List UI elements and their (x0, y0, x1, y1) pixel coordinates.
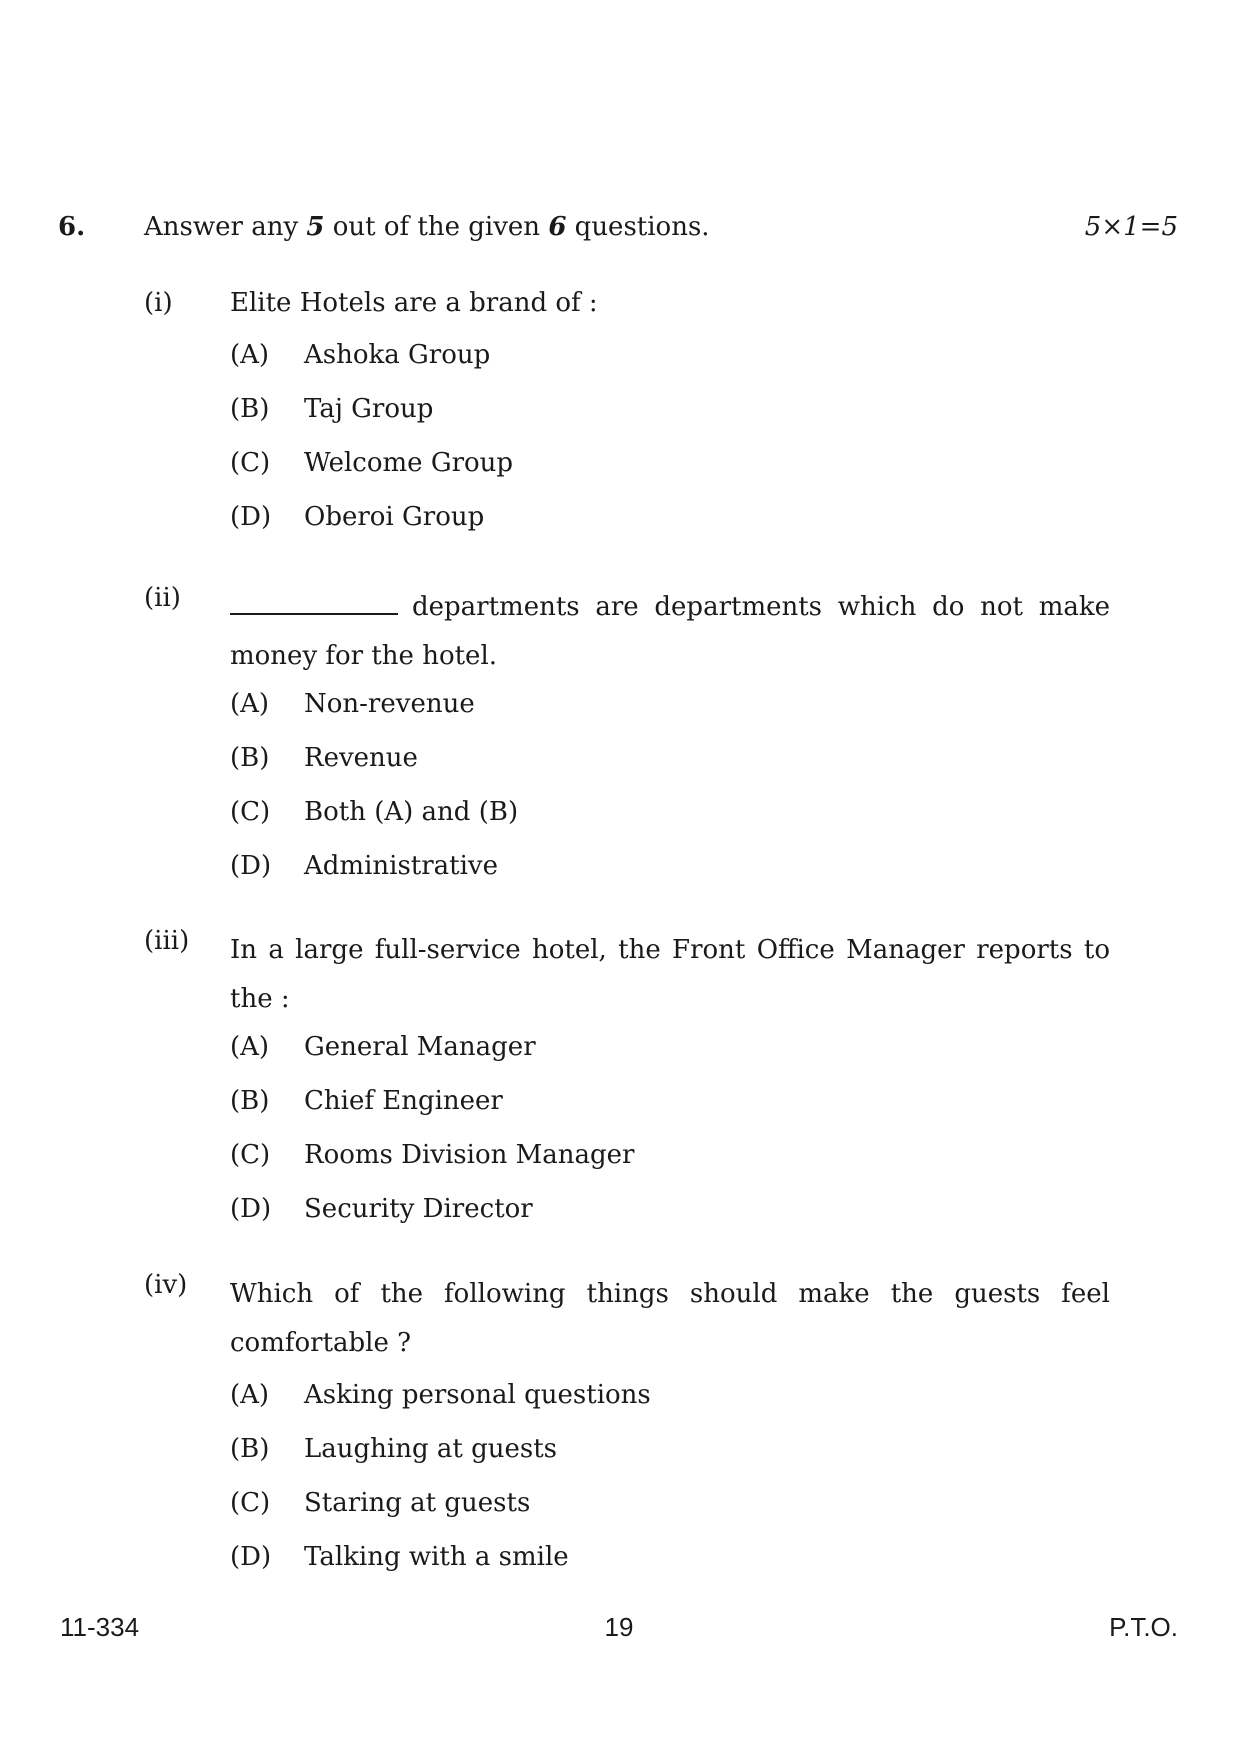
option-text: Administrative (304, 851, 499, 881)
option-letter: (D) (230, 502, 272, 532)
subquestion-stem (230, 583, 1110, 681)
option-letter: (A) (230, 1380, 270, 1410)
option-letter: (B) (230, 1086, 270, 1116)
option-text: Chief Engineer (304, 1086, 503, 1116)
subquestion-stem: Elite Hotels are a brand of : (230, 288, 598, 318)
option-text: Revenue (304, 743, 418, 773)
instruction-count-total: 6 (548, 212, 567, 242)
instruction-count-answer: 5 (306, 212, 325, 242)
options-list (230, 689, 1110, 905)
subquestion-stem: In a large full-service hotel, the Front Office Manager reports to the : (230, 935, 1110, 1014)
stem-text: departments are departments which do not make money for the hotel. (230, 592, 1110, 671)
option-letter: (C) (230, 448, 271, 478)
option-letter: (B) (230, 743, 270, 773)
option-c (230, 797, 1110, 851)
option-text: Laughing at guests (304, 1434, 557, 1464)
option-letter: (C) (230, 797, 271, 827)
question-marks: 5×1=5 (1084, 212, 1178, 242)
subquestion-number: (iv) (144, 1270, 188, 1300)
question-instruction (144, 212, 710, 242)
option-b (230, 1086, 1110, 1140)
option-letter: (B) (230, 394, 270, 424)
option-a (230, 1032, 1110, 1086)
fill-in-blank (230, 593, 398, 615)
option-d (230, 502, 1110, 556)
option-text: Both (A) and (B) (304, 797, 519, 827)
instruction-part: Answer any (144, 212, 307, 242)
option-letter: (A) (230, 689, 270, 719)
paper-code: 11-334 (60, 1612, 140, 1642)
option-a (230, 340, 1110, 394)
option-b (230, 394, 1110, 448)
option-text: Taj Group (304, 394, 434, 424)
option-c (230, 1488, 1110, 1542)
option-text: Security Director (304, 1194, 533, 1224)
instruction-part: out of the given (324, 212, 549, 242)
option-text: Non-revenue (304, 689, 475, 719)
option-letter: (D) (230, 851, 272, 881)
option-text: Ashoka Group (304, 340, 491, 370)
option-d (230, 1542, 1110, 1596)
question-number: 6. (58, 212, 86, 242)
subquestion-number: (ii) (144, 583, 181, 613)
option-text: Rooms Division Manager (304, 1140, 635, 1170)
options-list (230, 340, 1110, 556)
option-text: Oberoi Group (304, 502, 485, 532)
option-text: Staring at guests (304, 1488, 531, 1518)
option-a (230, 689, 1110, 743)
option-d (230, 1194, 1110, 1248)
subquestion-stem: Which of the following things should make the guests feel comfortable ? (230, 1279, 1110, 1358)
option-letter: (A) (230, 1032, 270, 1062)
option-text: Talking with a smile (304, 1542, 569, 1572)
option-c (230, 1140, 1110, 1194)
options-list (230, 1032, 1110, 1248)
option-text: Welcome Group (304, 448, 514, 478)
options-list (230, 1380, 1110, 1596)
subquestion-number: (i) (144, 288, 173, 318)
instruction-part: questions. (566, 212, 710, 242)
option-letter: (C) (230, 1140, 271, 1170)
option-a (230, 1380, 1110, 1434)
subquestion-number: (iii) (144, 926, 190, 956)
option-c (230, 448, 1110, 502)
option-b (230, 1434, 1110, 1488)
option-letter: (B) (230, 1434, 270, 1464)
question-header (58, 212, 1178, 252)
option-letter: (C) (230, 1488, 271, 1518)
option-text: General Manager (304, 1032, 536, 1062)
option-d (230, 851, 1110, 905)
option-letter: (A) (230, 340, 270, 370)
option-b (230, 743, 1110, 797)
option-letter: (D) (230, 1194, 272, 1224)
option-text: Asking personal questions (304, 1380, 651, 1410)
option-letter: (D) (230, 1542, 272, 1572)
pto-label: P.T.O. (1109, 1612, 1178, 1642)
page-number: 19 (604, 1612, 634, 1642)
